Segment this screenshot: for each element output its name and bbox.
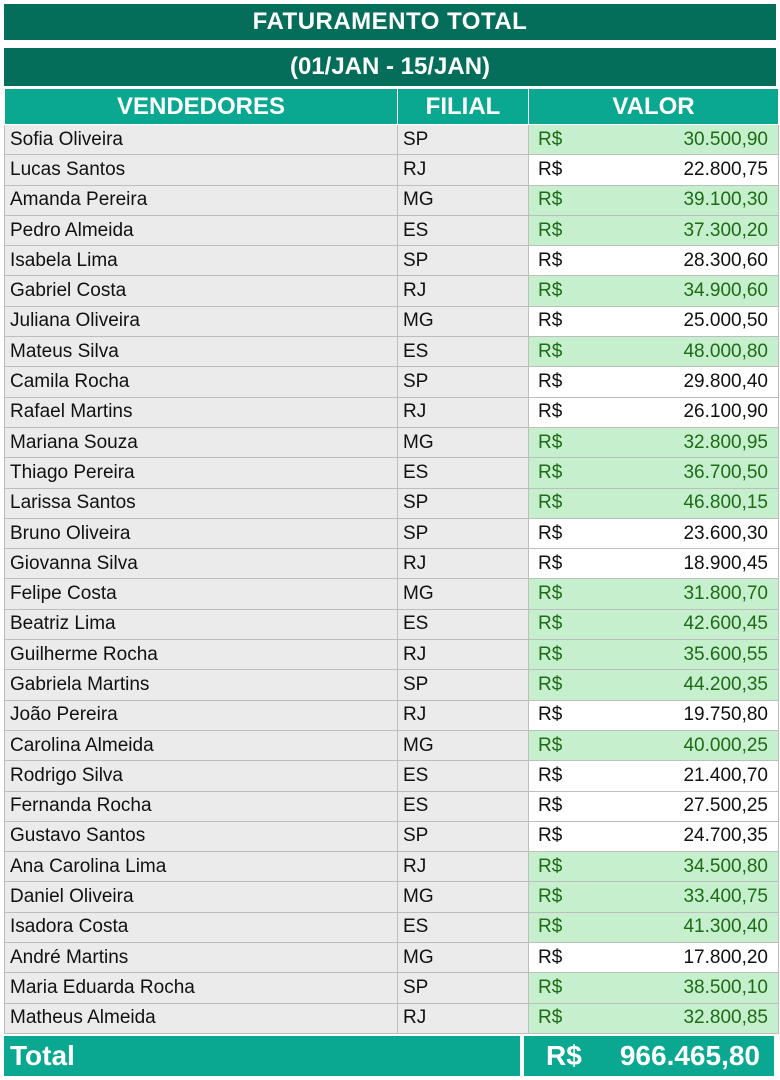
table-row xyxy=(5,155,779,185)
value-amount: 32.800,95 xyxy=(683,431,768,453)
seller-name-cell[interactable]: Juliana Oliveira xyxy=(5,306,398,336)
branch-cell[interactable]: MG xyxy=(398,579,529,609)
table-row xyxy=(5,579,779,609)
seller-name-cell[interactable]: Maria Eduarda Rocha xyxy=(5,973,398,1003)
currency-symbol: R$ xyxy=(538,552,563,574)
seller-name-cell[interactable]: Carolina Almeida xyxy=(5,730,398,760)
value-cell[interactable] xyxy=(529,791,779,821)
seller-name-cell[interactable]: Rodrigo Silva xyxy=(5,761,398,791)
value-amount: 44.200,35 xyxy=(683,673,768,695)
value-amount: 39.100,30 xyxy=(683,189,768,211)
seller-name-cell[interactable]: Camila Rocha xyxy=(5,367,398,397)
seller-name-cell[interactable]: Guilherme Rocha xyxy=(5,640,398,670)
seller-name-cell[interactable]: Larissa Santos xyxy=(5,488,398,518)
currency-symbol: R$ xyxy=(538,219,563,241)
value-cell[interactable] xyxy=(529,246,779,276)
value-amount: 46.800,15 xyxy=(683,492,768,514)
value-amount: 41.300,40 xyxy=(683,916,768,938)
value-cell[interactable] xyxy=(529,155,779,185)
total-value: 966.465,80 xyxy=(619,1040,760,1071)
currency-symbol: R$ xyxy=(538,976,563,998)
table-row xyxy=(5,882,779,912)
branch-cell[interactable]: ES xyxy=(398,761,529,791)
value-amount: 22.800,75 xyxy=(683,158,768,180)
table-row xyxy=(5,246,779,276)
branch-cell[interactable]: ES xyxy=(398,609,529,639)
seller-name-cell[interactable]: Rafael Martins xyxy=(5,397,398,427)
value-cell[interactable] xyxy=(529,427,779,457)
table-row xyxy=(5,730,779,760)
table-row xyxy=(5,337,779,367)
table-row xyxy=(5,821,779,851)
seller-name-cell[interactable]: Amanda Pereira xyxy=(5,185,398,215)
currency-symbol: R$ xyxy=(538,461,563,483)
table-row xyxy=(5,943,779,973)
currency-symbol: R$ xyxy=(538,401,563,423)
value-cell[interactable] xyxy=(529,397,779,427)
table-row xyxy=(5,912,779,942)
value-cell[interactable] xyxy=(529,761,779,791)
value-amount: 23.600,30 xyxy=(683,522,768,544)
seller-name-cell[interactable]: Mariana Souza xyxy=(5,427,398,457)
currency-symbol: R$ xyxy=(538,431,563,453)
value-cell[interactable] xyxy=(529,518,779,548)
branch-cell[interactable]: ES xyxy=(398,337,529,367)
branch-cell[interactable]: RJ xyxy=(398,397,529,427)
total-value-cell xyxy=(524,1036,774,1076)
value-amount: 24.700,35 xyxy=(683,825,768,847)
branch-cell[interactable]: RJ xyxy=(398,852,529,882)
seller-name-cell[interactable]: João Pereira xyxy=(5,700,398,730)
table-row xyxy=(5,700,779,730)
table-row xyxy=(5,609,779,639)
table-row xyxy=(5,276,779,306)
branch-cell[interactable]: RJ xyxy=(398,276,529,306)
value-amount: 33.400,75 xyxy=(683,886,768,908)
value-cell[interactable] xyxy=(529,1003,779,1033)
value-cell[interactable] xyxy=(529,943,779,973)
branch-cell[interactable]: SP xyxy=(398,246,529,276)
seller-name-cell[interactable]: Ana Carolina Lima xyxy=(5,852,398,882)
value-amount: 48.000,80 xyxy=(683,340,768,362)
branch-cell[interactable]: MG xyxy=(398,427,529,457)
branch-cell[interactable]: MG xyxy=(398,882,529,912)
table-row xyxy=(5,215,779,245)
table-row xyxy=(5,1003,779,1033)
value-cell[interactable] xyxy=(529,367,779,397)
table-row xyxy=(5,791,779,821)
table-row xyxy=(5,397,779,427)
currency-symbol: R$ xyxy=(538,764,563,786)
currency-symbol: R$ xyxy=(538,916,563,938)
branch-cell[interactable]: RJ xyxy=(398,1003,529,1033)
currency-symbol: R$ xyxy=(538,734,563,756)
table-row xyxy=(5,185,779,215)
table-row xyxy=(5,670,779,700)
table-row xyxy=(5,549,779,579)
branch-cell[interactable]: SP xyxy=(398,367,529,397)
value-amount: 19.750,80 xyxy=(683,704,768,726)
branch-cell[interactable]: ES xyxy=(398,458,529,488)
table-row xyxy=(5,125,779,155)
value-amount: 37.300,20 xyxy=(683,219,768,241)
value-amount: 35.600,55 xyxy=(683,643,768,665)
value-cell[interactable] xyxy=(529,276,779,306)
seller-name-cell[interactable]: Lucas Santos xyxy=(5,155,398,185)
table-body xyxy=(5,125,779,1034)
currency-symbol: R$ xyxy=(538,643,563,665)
value-amount: 25.000,50 xyxy=(683,310,768,332)
branch-cell[interactable]: MG xyxy=(398,943,529,973)
currency-symbol: R$ xyxy=(538,855,563,877)
seller-name-cell[interactable]: Felipe Costa xyxy=(5,579,398,609)
branch-cell[interactable]: SP xyxy=(398,821,529,851)
seller-name-cell[interactable]: Beatriz Lima xyxy=(5,609,398,639)
seller-name-cell[interactable]: Gabriela Martins xyxy=(5,670,398,700)
seller-name-cell[interactable]: Matheus Almeida xyxy=(5,1003,398,1033)
value-amount: 26.100,90 xyxy=(683,401,768,423)
value-amount: 17.800,20 xyxy=(683,946,768,968)
table-row xyxy=(5,427,779,457)
table-row xyxy=(5,852,779,882)
value-cell[interactable] xyxy=(529,882,779,912)
currency-symbol: R$ xyxy=(538,158,563,180)
currency-symbol: R$ xyxy=(538,189,563,211)
value-cell[interactable] xyxy=(529,337,779,367)
branch-cell[interactable]: RJ xyxy=(398,549,529,579)
value-cell[interactable] xyxy=(529,125,779,155)
seller-name-cell[interactable]: Gabriel Costa xyxy=(5,276,398,306)
value-cell[interactable] xyxy=(529,458,779,488)
branch-cell[interactable]: MG xyxy=(398,730,529,760)
value-amount: 30.500,90 xyxy=(683,128,768,150)
currency-symbol: R$ xyxy=(538,492,563,514)
sales-table xyxy=(4,88,779,1034)
seller-name-cell[interactable]: Daniel Oliveira xyxy=(5,882,398,912)
total-row xyxy=(4,1036,778,1076)
column-header-branch: FILIAL xyxy=(398,89,529,125)
branch-cell[interactable]: SP xyxy=(398,670,529,700)
value-cell[interactable] xyxy=(529,579,779,609)
column-header-value: VALOR xyxy=(529,89,779,125)
currency-symbol: R$ xyxy=(538,310,563,332)
branch-cell[interactable]: ES xyxy=(398,912,529,942)
value-cell[interactable] xyxy=(529,215,779,245)
seller-name-cell[interactable]: André Martins xyxy=(5,943,398,973)
value-cell[interactable] xyxy=(529,306,779,336)
currency-symbol: R$ xyxy=(538,946,563,968)
value-amount: 38.500,10 xyxy=(683,976,768,998)
value-cell[interactable] xyxy=(529,549,779,579)
value-cell[interactable] xyxy=(529,609,779,639)
branch-cell[interactable]: MG xyxy=(398,185,529,215)
currency-symbol: R$ xyxy=(538,128,563,150)
table-row xyxy=(5,306,779,336)
value-cell[interactable] xyxy=(529,700,779,730)
table-row xyxy=(5,488,779,518)
table-row xyxy=(5,458,779,488)
value-amount: 42.600,45 xyxy=(683,613,768,635)
table-row xyxy=(5,973,779,1003)
currency-symbol: R$ xyxy=(538,583,563,605)
column-header-seller: VENDEDORES xyxy=(5,89,398,125)
branch-cell[interactable]: MG xyxy=(398,306,529,336)
report-title: FATURAMENTO TOTAL xyxy=(4,4,776,40)
value-cell[interactable] xyxy=(529,670,779,700)
branch-cell[interactable]: SP xyxy=(398,973,529,1003)
value-cell[interactable] xyxy=(529,640,779,670)
value-amount: 34.900,60 xyxy=(683,280,768,302)
table-header-row xyxy=(5,89,779,125)
branch-cell[interactable]: SP xyxy=(398,518,529,548)
branch-cell[interactable]: RJ xyxy=(398,700,529,730)
total-currency: R$ xyxy=(546,1040,582,1071)
currency-symbol: R$ xyxy=(538,704,563,726)
currency-symbol: R$ xyxy=(538,673,563,695)
branch-cell[interactable]: SP xyxy=(398,488,529,518)
value-cell[interactable] xyxy=(529,730,779,760)
seller-name-cell[interactable]: Mateus Silva xyxy=(5,337,398,367)
seller-name-cell[interactable]: Pedro Almeida xyxy=(5,215,398,245)
branch-cell[interactable]: ES xyxy=(398,791,529,821)
branch-cell[interactable]: ES xyxy=(398,215,529,245)
value-amount: 31.800,70 xyxy=(683,583,768,605)
seller-name-cell[interactable]: Isadora Costa xyxy=(5,912,398,942)
table-row xyxy=(5,518,779,548)
value-cell[interactable] xyxy=(529,973,779,1003)
value-cell[interactable] xyxy=(529,852,779,882)
value-amount: 27.500,25 xyxy=(683,795,768,817)
value-cell[interactable] xyxy=(529,912,779,942)
value-amount: 28.300,60 xyxy=(683,249,768,271)
table-row xyxy=(5,367,779,397)
value-amount: 18.900,45 xyxy=(683,552,768,574)
branch-cell[interactable]: RJ xyxy=(398,640,529,670)
value-amount: 36.700,50 xyxy=(683,461,768,483)
branch-cell[interactable]: RJ xyxy=(398,155,529,185)
value-amount: 21.400,70 xyxy=(683,764,768,786)
seller-name-cell[interactable]: Giovanna Silva xyxy=(5,549,398,579)
seller-name-cell[interactable]: Sofia Oliveira xyxy=(5,125,398,155)
branch-cell[interactable]: SP xyxy=(398,125,529,155)
currency-symbol: R$ xyxy=(538,1007,563,1029)
value-amount: 32.800,85 xyxy=(683,1007,768,1029)
currency-symbol: R$ xyxy=(538,795,563,817)
table-row xyxy=(5,761,779,791)
seller-name-cell[interactable]: Bruno Oliveira xyxy=(5,518,398,548)
table-row xyxy=(5,640,779,670)
seller-name-cell[interactable]: Isabela Lima xyxy=(5,246,398,276)
total-label: Total xyxy=(4,1036,524,1076)
currency-symbol: R$ xyxy=(538,249,563,271)
value-cell[interactable] xyxy=(529,185,779,215)
report-period: (01/JAN - 15/JAN) xyxy=(4,48,776,86)
seller-name-cell[interactable]: Thiago Pereira xyxy=(5,458,398,488)
currency-symbol: R$ xyxy=(538,825,563,847)
currency-symbol: R$ xyxy=(538,280,563,302)
currency-symbol: R$ xyxy=(538,340,563,362)
value-cell[interactable] xyxy=(529,821,779,851)
value-amount: 34.500,80 xyxy=(683,855,768,877)
currency-symbol: R$ xyxy=(538,886,563,908)
seller-name-cell[interactable]: Gustavo Santos xyxy=(5,821,398,851)
currency-symbol: R$ xyxy=(538,371,563,393)
value-cell[interactable] xyxy=(529,488,779,518)
seller-name-cell[interactable]: Fernanda Rocha xyxy=(5,791,398,821)
value-amount: 29.800,40 xyxy=(683,371,768,393)
currency-symbol: R$ xyxy=(538,613,563,635)
value-amount: 40.000,25 xyxy=(683,734,768,756)
currency-symbol: R$ xyxy=(538,522,563,544)
